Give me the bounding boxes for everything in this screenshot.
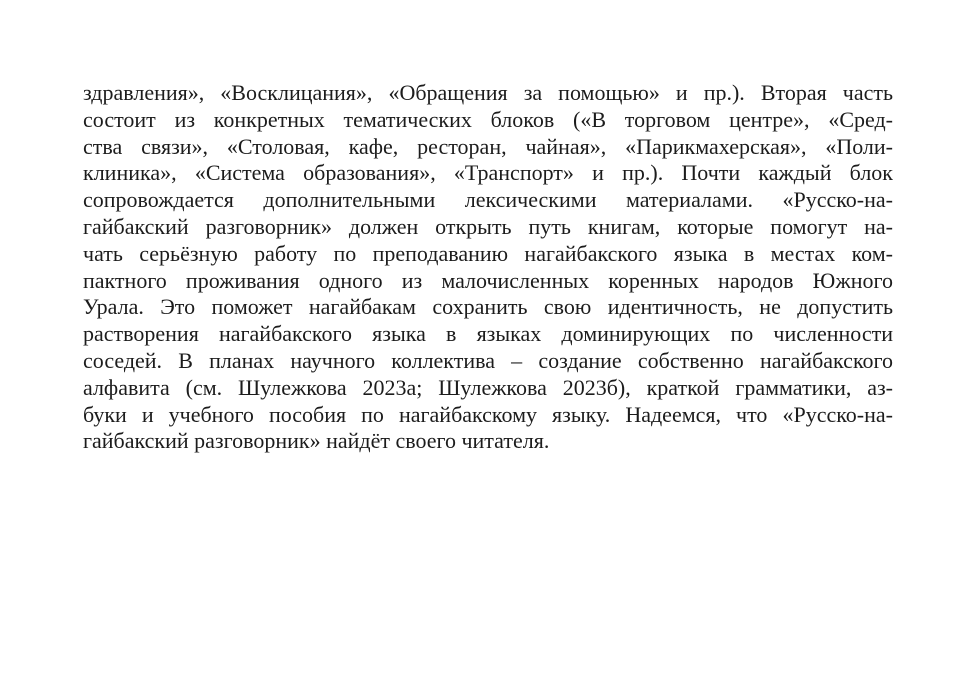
paragraph-line-4: клиника», «Система образования», «Транспорт» и пр.). Почти каждый блок — [83, 160, 893, 186]
paragraph-line-5: сопровождается дополнительными лексическими материалами. «Русско-на- — [83, 187, 893, 213]
paragraph-line-8: пактного проживания одного из малочисленных коренных народов Южного — [83, 267, 893, 293]
paragraph-line-3: ства связи», «Столовая, кафе, ресторан, чайная», «Парикмахерская», «Поли- — [83, 133, 893, 159]
paragraph-line-14: гайбакский разговорник» найдёт своего читателя. — [83, 428, 550, 454]
paragraph-line-9: Урала. Это поможет нагайбакам сохранить свою идентичность, не допустить — [83, 294, 893, 320]
paragraph-line-11: соседей. В планах научного коллектива – создание собственно нагайбакского — [83, 347, 893, 373]
paragraph-line-10: растворения нагайбакского языка в языках доминирующих по численности — [83, 321, 893, 347]
paragraph-line-1: здравления», «Восклицания», «Обращения за помощью» и пр.). Вторая часть — [83, 80, 893, 105]
paragraph-line-12: алфавита (см. Шулежкова 2023а; Шулежкова 2023б), краткой грамматики, аз- — [83, 374, 893, 400]
paragraph-line-7: чать серьёзную работу по преподаванию нагайбакского языка в местах ком- — [83, 240, 893, 266]
paragraph-line-6: гайбакский разговорник» должен открыть путь книгам, которые помогут на- — [83, 213, 893, 239]
paragraph-line-2: состоит из конкретных тематических блоков («В торговом центре», «Сред- — [83, 106, 893, 132]
body-paragraph — [83, 80, 893, 455]
paragraph-line-13: буки и учебного пособия по нагайбакскому языку. Надеемся, что «Русско-на- — [83, 401, 893, 427]
